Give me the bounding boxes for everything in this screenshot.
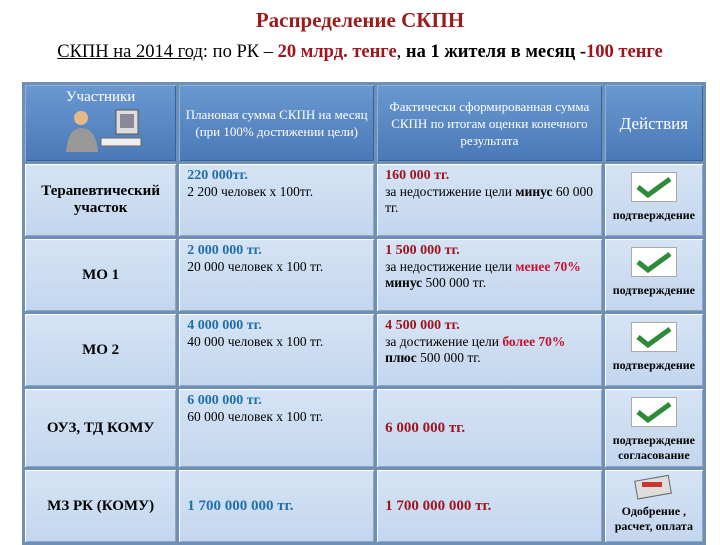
page-title: Распределение СКПН [255, 8, 465, 32]
fact-sum: 1 500 000 тг. [385, 243, 460, 258]
header-participants [25, 85, 176, 161]
header-plan: Плановая сумма СКПН на месяц (при 100% достижении цели) [179, 85, 374, 161]
fact-cell [377, 314, 602, 386]
subtitle-lead: СКПН на 2014 год [57, 42, 203, 62]
plan-cell [179, 164, 374, 236]
subtitle-per-amount: 100 тенге [586, 42, 663, 62]
plan-cell [179, 389, 374, 467]
fact-cell [377, 239, 602, 311]
checkmark-icon [631, 397, 677, 427]
action-label: Одобрение , расчет, оплата [614, 504, 693, 533]
participant-name: МЗ РК (КОМУ) [25, 470, 176, 542]
fact-amount: 500 000 тг. [416, 350, 481, 365]
plan-cell [179, 239, 374, 311]
action-cell[interactable] [605, 314, 703, 386]
plan-sum: 2 000 000 тг. [187, 243, 262, 258]
plan-cell [179, 470, 374, 542]
table-row [25, 314, 703, 386]
fact-text: за недостижение цели [385, 184, 516, 199]
plan-sum: 6 000 000 тг. [187, 393, 262, 408]
subtitle-per: на 1 жителя в месяц - [405, 42, 587, 62]
participant-name: ОУЗ, ТД КОМУ [25, 389, 176, 467]
fact-text: за достижение цели [385, 334, 503, 349]
calculator-money-icon [632, 474, 676, 500]
subtitle-amount: 20 млрд. тенге [277, 42, 397, 62]
plan-cell [179, 314, 374, 386]
fact-sum: 160 000 тг. [385, 168, 450, 183]
action-label: подтверждение согласование [612, 433, 695, 462]
participant-name: Терапевтический участок [25, 164, 176, 236]
header-actions: Действия [605, 85, 703, 161]
fact-bold: плюс [385, 350, 417, 365]
distribution-table [22, 82, 706, 545]
table-row [25, 239, 703, 311]
fact-cell [377, 164, 602, 236]
fact-amount: 500 000 тг. [422, 275, 487, 290]
fact-threshold: более 70% [502, 334, 566, 349]
action-cell[interactable] [605, 239, 703, 311]
table-row [25, 470, 703, 542]
table-header [25, 85, 703, 161]
plan-calc: 60 000 человек x 100 тг. [187, 409, 324, 424]
checkmark-icon [631, 172, 677, 202]
fact-sum: 4 500 000 тг. [385, 318, 460, 333]
plan-sum: 220 000тг. [187, 168, 248, 183]
action-cell[interactable] [605, 470, 703, 542]
plan-calc: 40 000 человек x 100 тг. [187, 334, 324, 349]
fact-cell [377, 389, 602, 467]
table-row [25, 389, 703, 467]
fact-sum: 1 700 000 000 тг. [385, 497, 492, 514]
action-label: подтверждение [612, 358, 695, 372]
plan-sum: 4 000 000 тг. [187, 318, 262, 333]
action-label: подтверждение [612, 208, 695, 222]
fact-threshold: менее 70% [515, 259, 581, 274]
fact-text: за недостижение цели [385, 259, 516, 274]
fact-bold: минус [515, 184, 553, 199]
fact-cell [377, 470, 602, 542]
participant-name: МО 2 [25, 314, 176, 386]
checkmark-icon [631, 247, 677, 277]
table-row [25, 164, 703, 236]
fact-sum: 6 000 000 тг. [385, 419, 466, 436]
action-label: подтверждение [612, 283, 695, 297]
participant-name: МО 1 [25, 239, 176, 311]
subtitle-mid: : по РК – [202, 42, 278, 62]
header-participants-label: Участники [65, 89, 136, 105]
plan-sum: 1 700 000 000 тг. [187, 497, 294, 514]
office-worker-icon [46, 106, 156, 152]
action-cell[interactable] [605, 164, 703, 236]
fact-amount: 60 000 тг. [385, 184, 593, 215]
action-cell[interactable] [605, 389, 703, 467]
subtitle [0, 42, 720, 63]
header-fact: Фактически сформированная сумма СКПН по итогам оценки конечного результата [377, 85, 602, 161]
subtitle-sep: , [396, 42, 406, 62]
checkmark-icon [631, 322, 677, 352]
plan-calc: 2 200 человек x 100тг. [187, 184, 314, 199]
fact-bold: минус [385, 275, 423, 290]
plan-calc: 20 000 человек x 100 тг. [187, 259, 324, 274]
